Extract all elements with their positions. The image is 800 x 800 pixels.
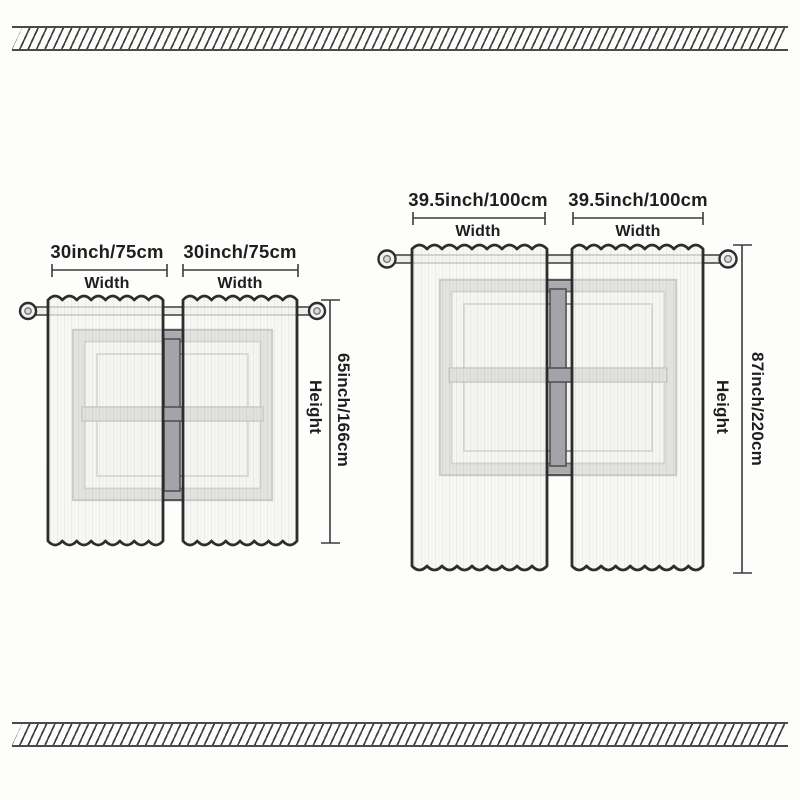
large-width-caption-2: Width: [615, 223, 661, 240]
large-height-label: 87inch/220cm: [748, 352, 767, 466]
small-height-caption: Height: [306, 379, 325, 435]
small-panel1-width-label: 30inch/75cm: [50, 241, 164, 262]
large-size-diagram: [379, 212, 753, 573]
small-size-diagram: [20, 264, 340, 545]
large-width-caption-1: Width: [455, 223, 501, 240]
large-panel1-width-label: 39.5inch/100cm: [408, 189, 548, 210]
curtain-panel-left: [412, 245, 547, 570]
large-panel2-width-label: 39.5inch/100cm: [568, 189, 708, 210]
small-height-label: 65inch/166cm: [334, 353, 353, 467]
small-panel2-width-label: 30inch/75cm: [183, 241, 297, 262]
rod-finial-right: [309, 303, 325, 319]
small-width-caption-1: Width: [84, 275, 130, 292]
curtain-panel-left: [48, 296, 163, 545]
curtain-panel-right: [183, 296, 297, 545]
rod-finial-left: [379, 251, 396, 268]
rod-finial-left: [20, 303, 36, 319]
rod-finial-right: [720, 251, 737, 268]
large-height-caption: Height: [713, 379, 732, 435]
small-width-caption-2: Width: [217, 275, 263, 292]
curtain-panel-right: [572, 245, 703, 570]
